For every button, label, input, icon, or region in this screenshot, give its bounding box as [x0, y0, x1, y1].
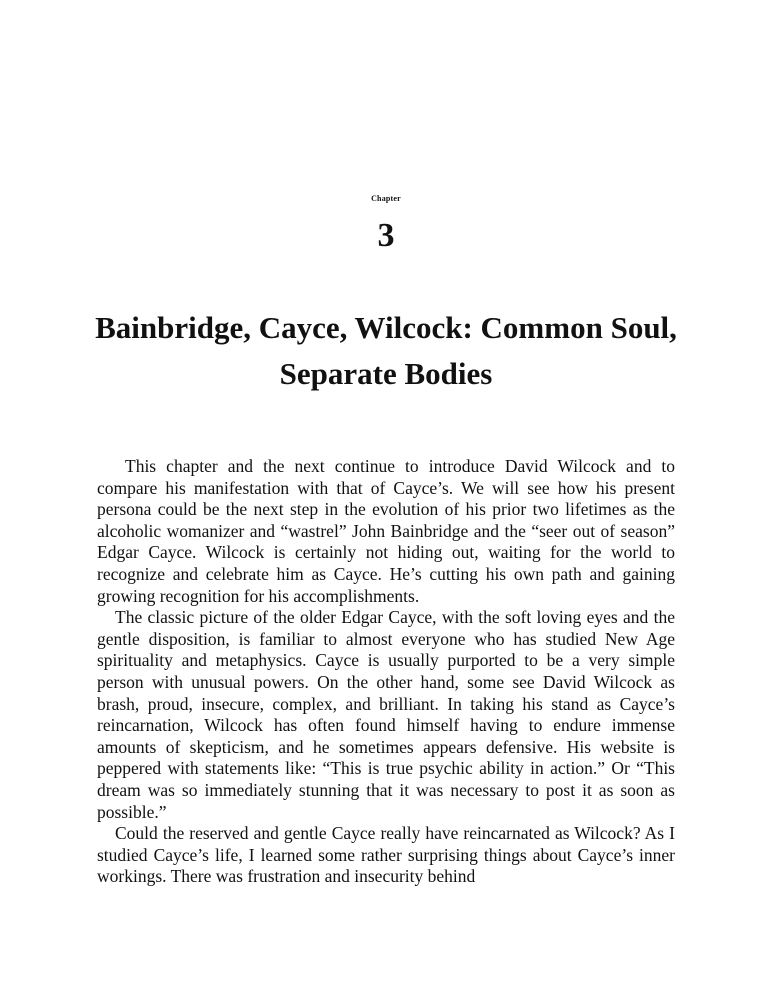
- chapter-label: Chapter: [371, 194, 401, 203]
- chapter-number: 3: [377, 217, 395, 254]
- body-paragraph: Could the reserved and gentle Cayce really have reincarnated as Wilcock? As I studied Cayce’s life, I learned some rather surprising things about Cayce’s inner workings. There was frustration and insecurity behind: [97, 823, 675, 887]
- body-paragraph: The classic picture of the older Edgar Cayce, with the soft loving eyes and the gentle disposition, is familiar to almost everyone who has studied New Age spirituality and metaphysics. Cayce is usually purported to be a very simple person with unusual powers. On the other hand, some see David Wilcock as brash, proud, insecure, complex, and brilliant. In taking his stand as Cayce’s reincarnation, Wilcock has often found himself having to endure immense amounts of skepticism, and he sometimes appears defensive. His website is peppered with statements like: “This is true psychic ability in action.” Or “This dream was so immediately stunning that it was necessary to post it as soon as possible.”: [97, 607, 675, 822]
- body-paragraph: This chapter and the next continue to introduce David Wilcock and to compare his manifestation with that of Cayce’s. We will see how his present persona could be the next step in the evolution of his prior two lifetimes as the alcoholic womanizer and “wastrel” John Bainbridge and the “seer out of season” Edgar Cayce. Wilcock is certainly not hiding out, waiting for the world to recognize and celebrate him as Cayce. He’s cutting his own path and gaining growing recognition for his accomplishments.: [97, 456, 675, 606]
- chapter-title: Bainbridge, Cayce, Wilcock: Common Soul, Separate Bodies: [95, 310, 677, 391]
- chapter-body: [97, 456, 675, 888]
